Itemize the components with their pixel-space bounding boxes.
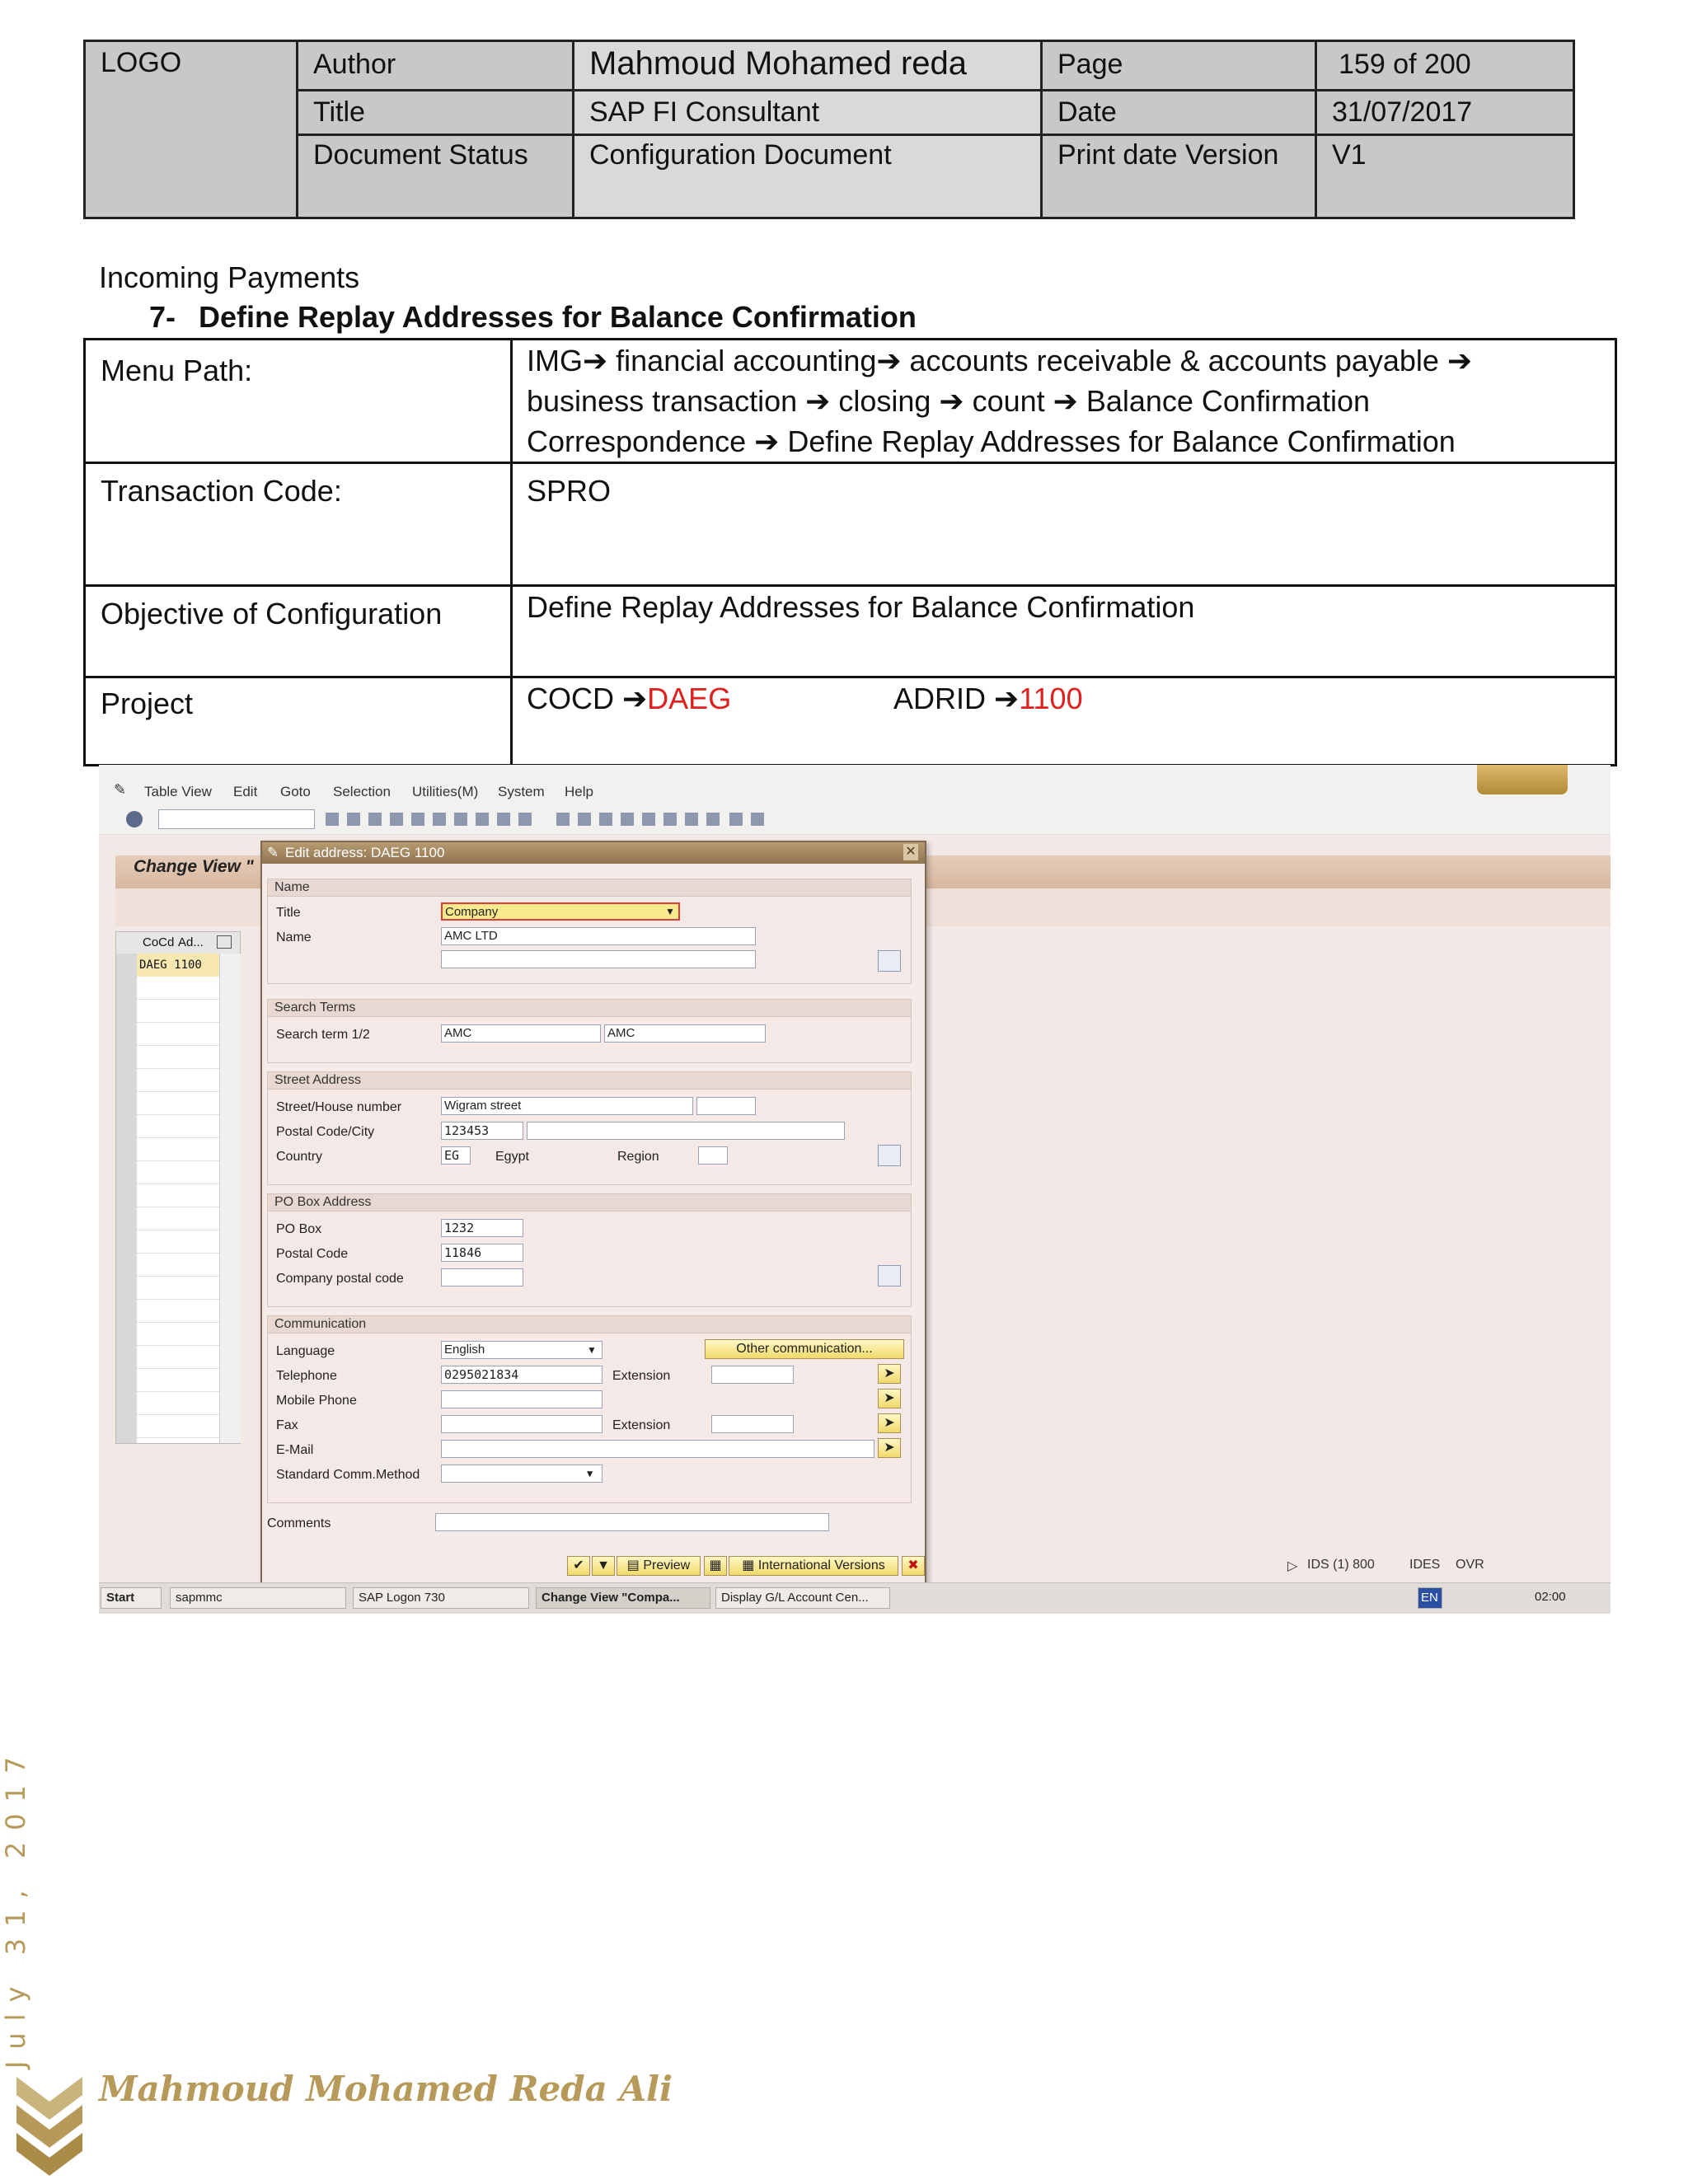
- menu-path-row: [86, 340, 1615, 464]
- company-postal-label: Company postal code: [276, 1272, 404, 1286]
- name-field-1[interactable]: AMC LTD: [441, 927, 756, 945]
- status-mode[interactable]: OVR: [1456, 1558, 1484, 1572]
- objective-value: Define Replay Addresses for Balance Confirmation: [527, 590, 1195, 624]
- task-display-gl[interactable]: Display G/L Account Cen...: [715, 1587, 890, 1609]
- task-sapmmc[interactable]: sapmmc: [170, 1587, 346, 1609]
- menu-help[interactable]: Help: [565, 784, 593, 799]
- international-versions-label: International Versions: [757, 1558, 885, 1572]
- fax-extension-label: Extension: [612, 1418, 671, 1432]
- arrow-right-icon[interactable]: ➤: [878, 1438, 901, 1458]
- help-icons[interactable]: [729, 813, 771, 826]
- dialog-title-bar: [262, 842, 925, 864]
- address-grid: [115, 931, 241, 1444]
- comm-group-header: [268, 1316, 911, 1333]
- sap-toolbar: [99, 801, 1611, 835]
- edit-address-dialog: [260, 841, 926, 1586]
- status-play-icon[interactable]: ▷: [1287, 1559, 1298, 1573]
- comments-label: Comments: [267, 1516, 331, 1530]
- po-postal-code-field[interactable]: 11846: [441, 1244, 523, 1262]
- author-label: Author: [296, 42, 572, 91]
- region-label: Region: [617, 1150, 659, 1164]
- task-change-view[interactable]: Change View "Compa...: [536, 1587, 710, 1609]
- document-header-table: [83, 40, 1575, 219]
- po-box-label: PO Box: [276, 1222, 322, 1236]
- search-term-2[interactable]: AMC: [604, 1024, 766, 1043]
- language-value: English: [444, 1343, 485, 1357]
- menu-path-line2: business transaction ➔ closing ➔ count ➔ Balance Confirmation: [527, 384, 1370, 418]
- more-fields-icon[interactable]: [878, 1145, 901, 1166]
- dialog-title: Edit address: DAEG 1100: [285, 845, 445, 860]
- street-address-group: [267, 1071, 912, 1185]
- row-selectors[interactable]: [116, 954, 137, 1443]
- cocd-entry: [527, 678, 731, 719]
- international-versions-button[interactable]: [729, 1556, 898, 1576]
- street-group-title: Street Address: [274, 1073, 361, 1087]
- arrow-right-icon[interactable]: ➤: [878, 1389, 901, 1408]
- street-field[interactable]: Wigram street: [441, 1097, 693, 1115]
- tcode-row: [86, 464, 1615, 587]
- grid-scrollbar[interactable]: [219, 954, 241, 1443]
- grid-col-addr[interactable]: Ad...: [178, 935, 204, 949]
- menu-selection[interactable]: Selection: [333, 784, 391, 799]
- fax-field[interactable]: [441, 1415, 603, 1433]
- extension-field[interactable]: [711, 1366, 794, 1384]
- postal-city-label: Postal Code/City: [276, 1125, 375, 1139]
- std-comm-label: Standard Comm.Method: [276, 1468, 420, 1482]
- side-date-strip: [0, 1706, 58, 2069]
- mobile-field[interactable]: [441, 1390, 603, 1408]
- chevron-logo-icon: [16, 2077, 82, 2176]
- copy-icon[interactable]: ▦: [704, 1556, 727, 1576]
- preview-button[interactable]: [617, 1556, 701, 1576]
- windows-taskbar: [99, 1582, 1611, 1614]
- side-date: July 31, 2017: [0, 1745, 31, 2069]
- region-field[interactable]: [698, 1146, 728, 1165]
- title-select-value: Company: [445, 905, 499, 919]
- cocd-label: COCD ➔: [527, 682, 648, 715]
- country-label: Country: [276, 1150, 323, 1164]
- grid-header: [116, 932, 240, 954]
- street-group-header: [268, 1072, 911, 1090]
- postal-code-field[interactable]: 123453: [441, 1122, 523, 1140]
- chevron-down-icon: ▼: [665, 906, 675, 917]
- date-value: 31/07/2017: [1315, 91, 1573, 136]
- menu-icon[interactable]: ✎: [114, 781, 127, 798]
- comments-field[interactable]: [435, 1513, 829, 1531]
- logo-text: LOGO: [101, 47, 182, 78]
- pobox-group-header: [268, 1194, 911, 1212]
- preview-label: Preview: [643, 1558, 691, 1572]
- language-indicator[interactable]: EN: [1418, 1587, 1442, 1609]
- project-label: Project: [101, 687, 194, 720]
- mobile-label: Mobile Phone: [276, 1394, 357, 1408]
- more-fields-icon[interactable]: [878, 1265, 901, 1286]
- postal-code-label: Postal Code: [276, 1247, 349, 1261]
- menu-path-label: Menu Path:: [101, 354, 253, 387]
- email-label: E-Mail: [276, 1443, 314, 1457]
- check-icon[interactable]: ✔: [567, 1556, 590, 1576]
- po-box-field[interactable]: 1232: [441, 1219, 523, 1237]
- window-controls[interactable]: [1477, 765, 1568, 794]
- versions-icon: ▦: [742, 1558, 758, 1572]
- house-number-field[interactable]: [696, 1097, 756, 1115]
- objective-row: [86, 587, 1615, 678]
- search-group-header: [268, 1000, 911, 1017]
- grid-col-cocd[interactable]: CoCd: [143, 935, 175, 949]
- adrid-entry: [893, 678, 1083, 719]
- menu-path-line1: IMG➔ financial accounting➔ accounts receivable & accounts payable ➔: [527, 344, 1473, 377]
- date-label: Date: [1040, 91, 1315, 136]
- std-comm-select[interactable]: [441, 1465, 603, 1483]
- project-row: [86, 678, 1615, 764]
- start-button[interactable]: Start: [101, 1587, 162, 1609]
- cocd-value: DAEG: [647, 682, 732, 715]
- other-communication-button[interactable]: Other communication...: [705, 1339, 904, 1359]
- arrow-right-icon[interactable]: ➤: [878, 1364, 901, 1384]
- subheading-title: Define Replay Addresses for Balance Confirmation: [199, 300, 917, 334]
- preview-icon: ▤: [626, 1558, 644, 1572]
- configuration-table: [83, 338, 1617, 766]
- close-icon[interactable]: ✕: [903, 844, 918, 860]
- telephone-field[interactable]: 0295021834: [441, 1366, 603, 1384]
- grid-row-1[interactable]: DAEG 1100: [137, 954, 219, 977]
- menu-path-line3: Correspondence ➔ Define Replay Addresses for Balance Confirmation: [527, 424, 1456, 458]
- name-group: [267, 879, 912, 984]
- name-group-title: Name: [274, 880, 310, 894]
- adrid-label: ADRID ➔: [893, 682, 1020, 715]
- sap-menu-bar: [99, 765, 1611, 801]
- menu-utilities[interactable]: Utilities(M): [412, 784, 479, 799]
- tcode-label: Transaction Code:: [101, 474, 342, 508]
- toolbar-icons-2[interactable]: [556, 813, 721, 826]
- dialog-icon: ✎: [267, 845, 279, 860]
- clock: 02:00: [1535, 1590, 1566, 1604]
- search-term-1[interactable]: AMC: [441, 1024, 601, 1043]
- title-value: SAP FI Consultant: [572, 91, 1040, 136]
- country-name: Egypt: [495, 1150, 529, 1164]
- name-group-header: [268, 879, 911, 897]
- toolbar-icons[interactable]: [326, 813, 540, 826]
- country-field[interactable]: EG: [441, 1146, 471, 1165]
- comm-group-title: Communication: [274, 1317, 367, 1331]
- menu-system[interactable]: System: [498, 784, 545, 799]
- filter-icon[interactable]: ▼: [592, 1556, 615, 1576]
- task-sap-logon[interactable]: SAP Logon 730: [353, 1587, 529, 1609]
- company-postal-field[interactable]: [441, 1268, 523, 1286]
- title-select[interactable]: [441, 902, 680, 921]
- tcode-value: SPRO: [527, 474, 612, 508]
- chevron-down-icon: ▼: [587, 1344, 597, 1356]
- search-terms-group: [267, 999, 912, 1063]
- search-term-label: Search term 1/2: [276, 1028, 370, 1042]
- city-field[interactable]: [527, 1122, 845, 1140]
- arrow-right-icon[interactable]: ➤: [878, 1413, 901, 1433]
- menu-table-view[interactable]: Table View: [144, 784, 212, 799]
- extension-label: Extension: [612, 1369, 671, 1383]
- column-settings-icon[interactable]: [217, 935, 232, 949]
- page-value: 159 of 200: [1315, 42, 1573, 91]
- screen-title: Change View ": [134, 857, 254, 876]
- chevron-down-icon: ▼: [587, 1468, 593, 1479]
- status-system[interactable]: IDS (1) 800: [1307, 1558, 1375, 1572]
- status-client: IDES: [1409, 1558, 1441, 1572]
- language-select[interactable]: [441, 1341, 603, 1359]
- footer-author-name: Mahmoud Mohamed Reda Ali: [99, 2069, 673, 2109]
- page-label: Page: [1040, 42, 1315, 91]
- print-label: Print date Version: [1040, 136, 1315, 217]
- pobox-group-title: PO Box Address: [274, 1195, 372, 1209]
- title-label: Title: [276, 906, 301, 920]
- status-label: Document Status: [296, 136, 572, 217]
- enter-icon[interactable]: [126, 811, 143, 827]
- fax-label: Fax: [276, 1418, 298, 1432]
- logo-cell: [86, 42, 296, 217]
- fax-extension-field[interactable]: [711, 1415, 794, 1433]
- name-label: Name: [276, 930, 312, 944]
- sap-screenshot: [99, 765, 1611, 1614]
- language-label: Language: [276, 1344, 335, 1358]
- menu-goto[interactable]: Goto: [280, 784, 311, 799]
- search-group-title: Search Terms: [274, 1001, 356, 1015]
- status-value: Configuration Document: [572, 136, 1040, 217]
- adrid-value: 1100: [1019, 682, 1083, 715]
- print-value: V1: [1315, 136, 1573, 217]
- menu-edit[interactable]: Edit: [233, 784, 258, 799]
- section-heading: Incoming Payments: [99, 260, 360, 294]
- author-value: Mahmoud Mohamed reda: [572, 42, 1040, 91]
- command-field[interactable]: [158, 809, 315, 829]
- po-box-group: [267, 1193, 912, 1307]
- more-fields-icon[interactable]: [878, 950, 901, 972]
- grid-empty-rows: [137, 977, 219, 1443]
- objective-label: Objective of Configuration: [101, 597, 443, 630]
- name-field-2[interactable]: [441, 950, 756, 968]
- title-label: Title: [296, 91, 572, 136]
- communication-group: [267, 1315, 912, 1503]
- cancel-icon[interactable]: ✖: [902, 1556, 925, 1576]
- email-field[interactable]: [441, 1440, 874, 1458]
- telephone-label: Telephone: [276, 1369, 337, 1383]
- subheading-number: 7-: [149, 300, 176, 334]
- street-label: Street/House number: [276, 1100, 402, 1114]
